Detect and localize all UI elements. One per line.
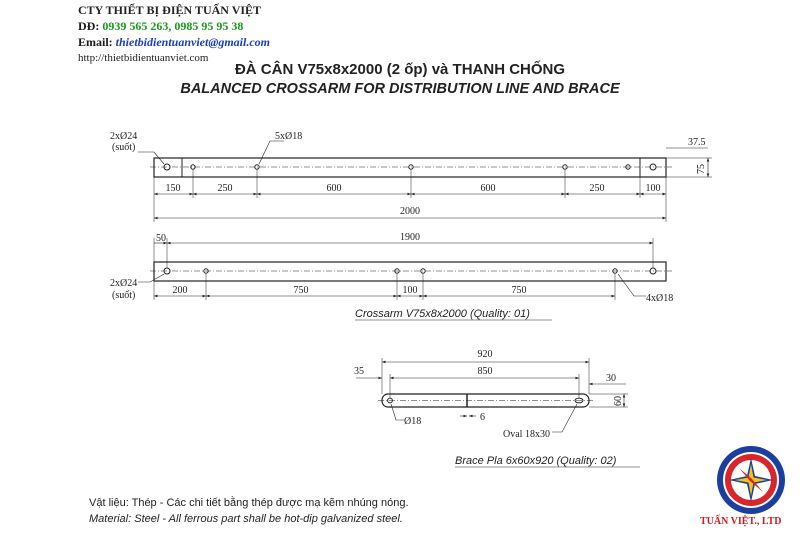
crossarm-end-height: 75 — [696, 164, 707, 174]
crossarm-bottom-dim-2: 750 — [293, 285, 309, 296]
crossarm-bottom-hole-note-left: 2xØ24 — [110, 278, 138, 289]
brace-gap: 6 — [480, 412, 485, 423]
crossarm-bottom-span: 1900 — [400, 232, 420, 243]
brace-height: 60 — [613, 396, 624, 406]
crossarm-bottom-hole-note-left-sub: (suốt) — [112, 290, 136, 301]
crossarm-top-view — [138, 141, 712, 222]
material-note-english: Material: Steel - All ferrous part shall be hot-dip galvanized steel. — [89, 513, 403, 525]
crossarm-top-dim-5: 250 — [589, 183, 605, 194]
crossarm-top-dim-4: 600 — [480, 183, 496, 194]
brace-right-offset: 30 — [606, 373, 616, 384]
crossarm-bottom-dim-1: 200 — [172, 285, 188, 296]
brace-oval: Oval 18x30 — [503, 429, 550, 440]
crossarm-top-dim-6: 100 — [645, 183, 661, 194]
crossarm-bottom-hole-note-right: 4xØ18 — [646, 293, 674, 304]
crossarm-top-total: 2000 — [400, 206, 420, 217]
email-label: Email: — [78, 35, 113, 49]
crossarm-bottom-dim-3: 100 — [402, 285, 418, 296]
title-english: BALANCED CROSSARM FOR DISTRIBUTION LINE AND BRACE — [180, 81, 620, 97]
crossarm-top-hole-note-left: 2xØ24 — [110, 131, 138, 142]
material-note-vietnamese: Vật liệu: Thép - Các chi tiết bằng thép được mạ kẽm nhúng nóng. — [89, 497, 409, 509]
logo-text: TUẤN VIỆT., LTD — [700, 516, 782, 527]
brace-inner: 850 — [477, 366, 493, 377]
brace-caption: Brace Pla 6x60x920 (Quality: 02) — [455, 455, 617, 467]
crossarm-end-width: 37.5 — [688, 137, 706, 148]
company-name: CTY THIẾT BỊ ĐIỆN TUẤN VIỆT — [78, 3, 262, 17]
website-link[interactable]: http://thietbidientuanviet.com — [78, 52, 209, 64]
company-logo — [717, 446, 785, 514]
brace-view — [356, 358, 640, 467]
crossarm-top-dim-2: 250 — [217, 183, 233, 194]
crossarm-caption: Crossarm V75x8x2000 (Quality: 01) — [355, 308, 530, 320]
crossarm-top-dim-3: 600 — [326, 183, 342, 194]
crossarm-bottom-dim-4: 750 — [511, 285, 527, 296]
crossarm-top-hole-note-left-sub: (suốt) — [112, 142, 136, 153]
brace-total: 920 — [477, 349, 493, 360]
crossarm-bottom-offset: 50 — [156, 233, 166, 244]
phone-label: DĐ: — [78, 19, 100, 33]
title-vietnamese: ĐÀ CÂN V75x8x2000 (2 ốp) và THANH CHỐNG — [234, 61, 566, 78]
brace-hole: Ø18 — [404, 416, 422, 427]
phone-numbers: 0939 565 263, 0985 95 95 38 — [102, 19, 244, 33]
email-link[interactable]: thietbidientuanviet@gmail.com — [115, 35, 270, 49]
crossarm-top-hole-note-top: 5xØ18 — [275, 131, 303, 142]
crossarm-top-dim-1: 150 — [165, 183, 181, 194]
brace-left-offset: 35 — [354, 366, 364, 377]
